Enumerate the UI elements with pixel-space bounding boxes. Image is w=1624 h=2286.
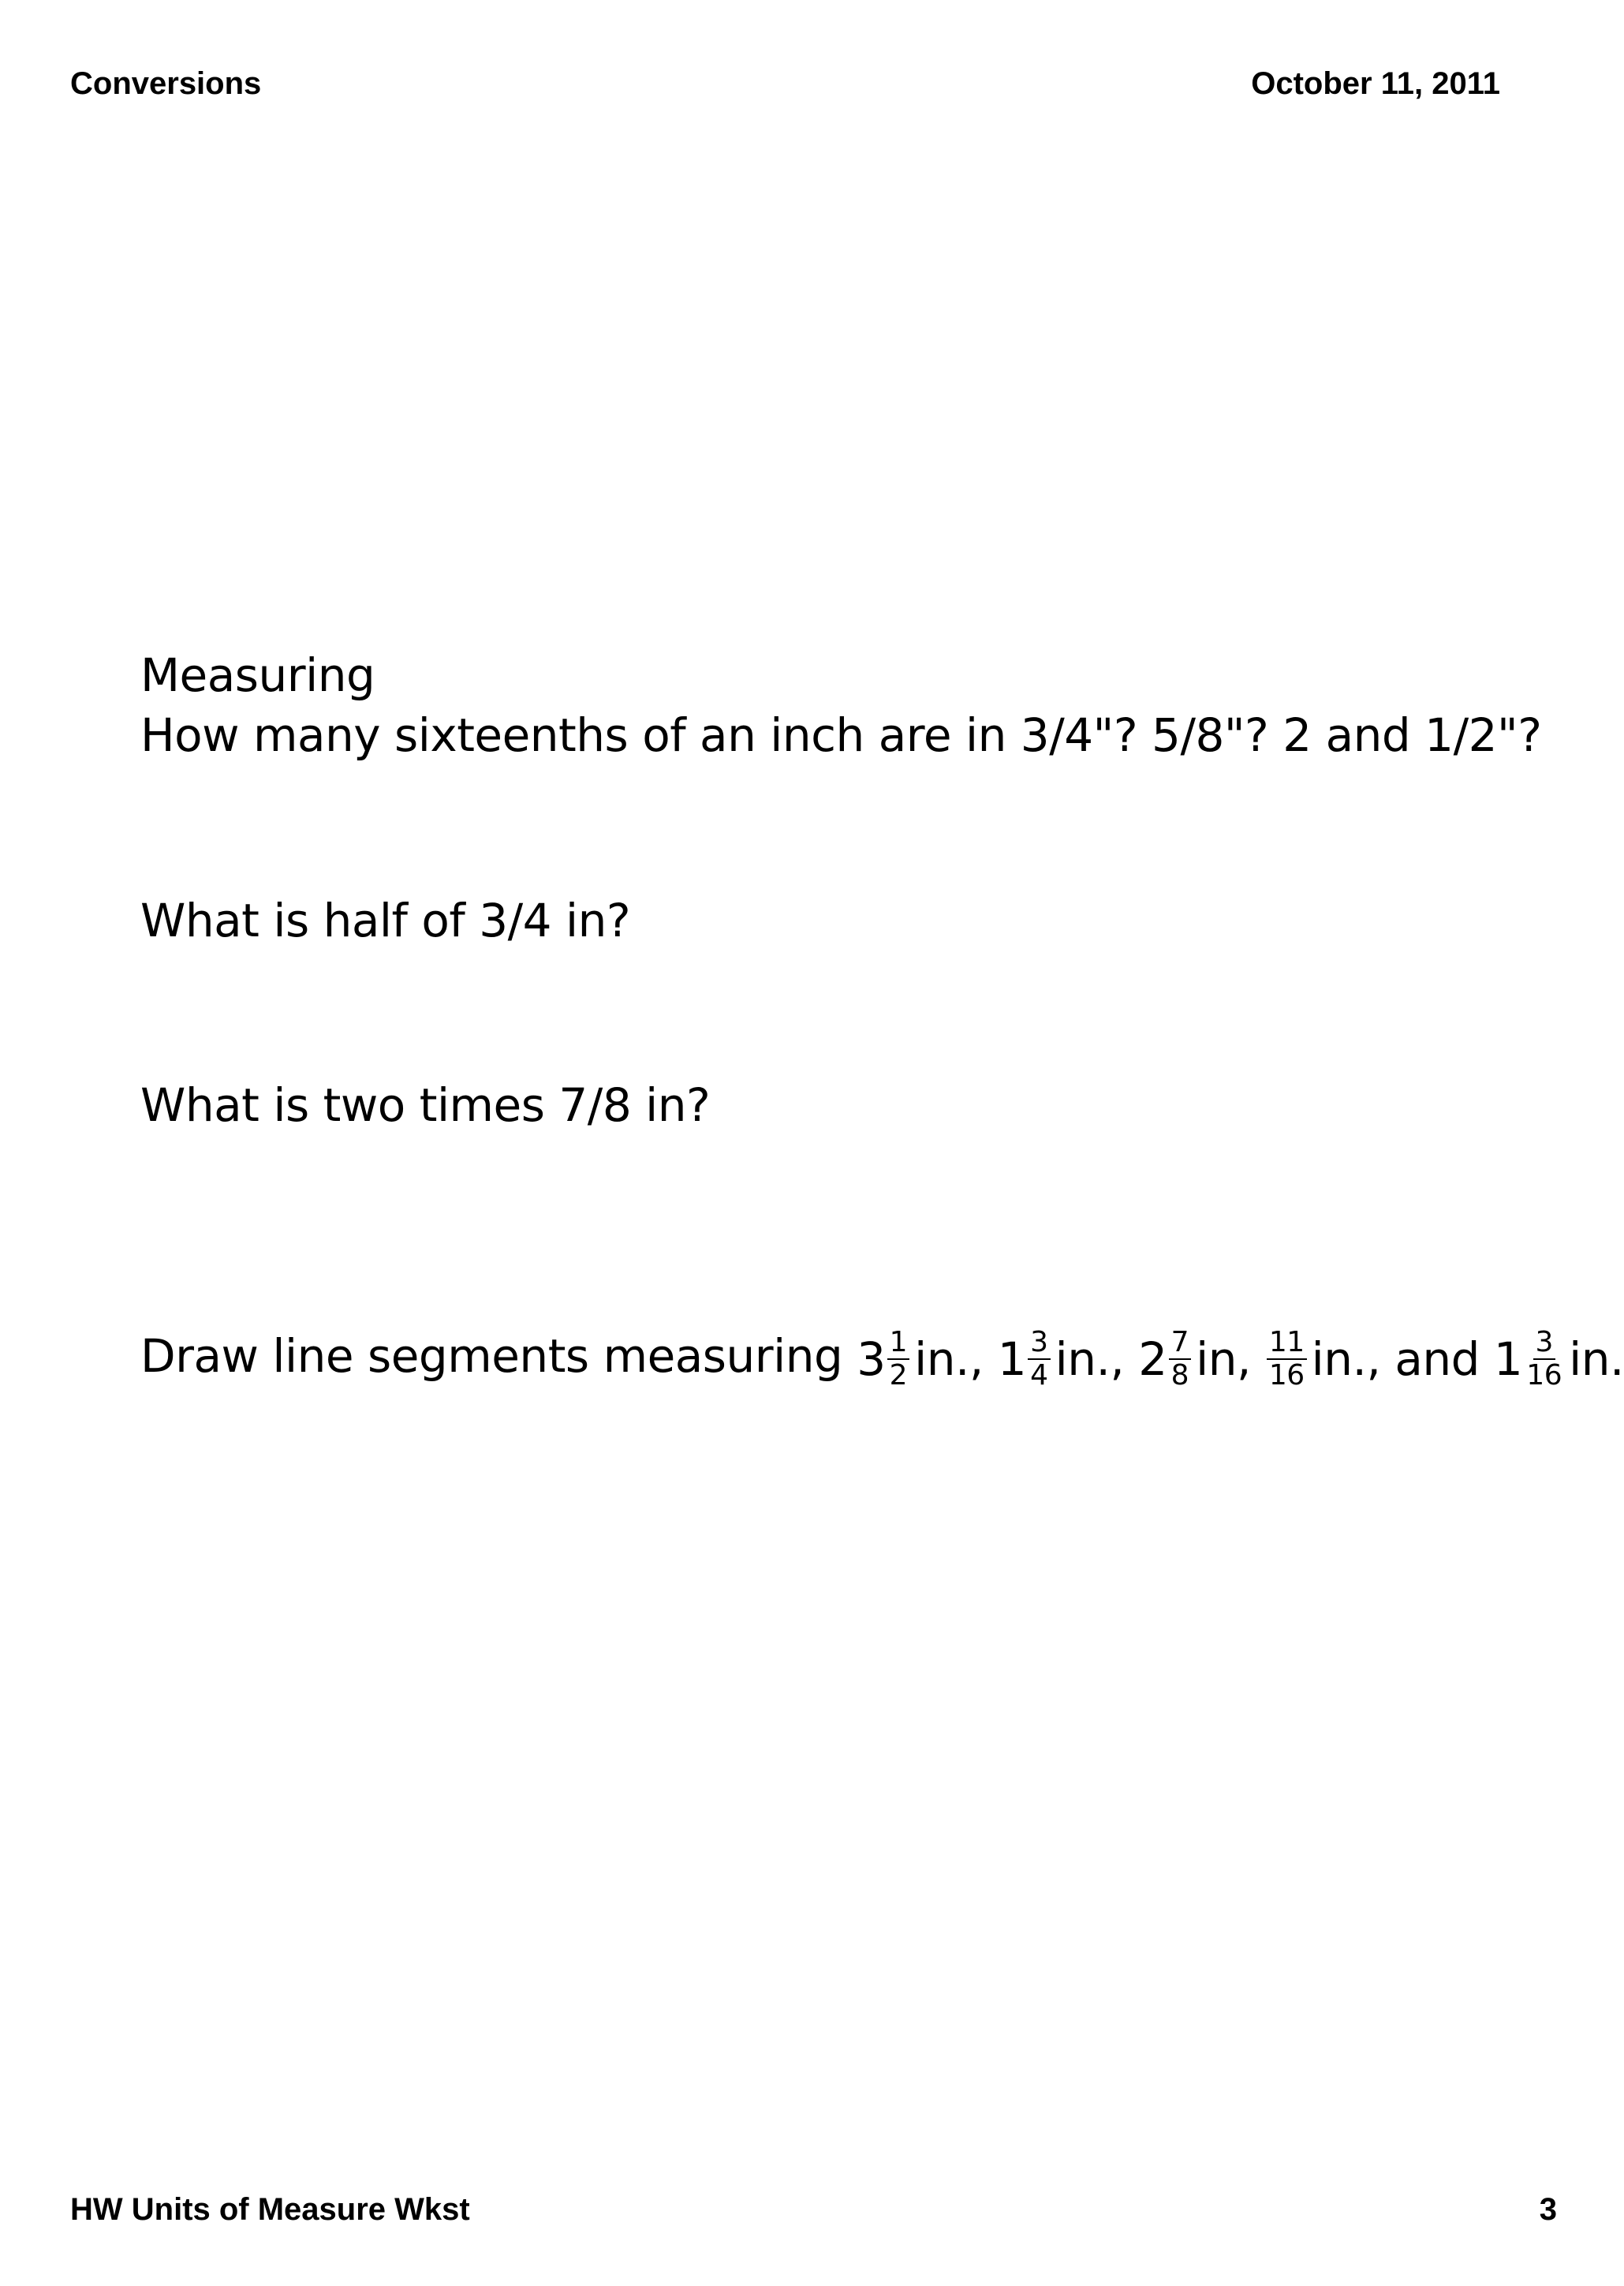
- numerator: 7: [1169, 1328, 1191, 1360]
- question-draw-segments: [140, 1328, 1624, 1391]
- unit-suffix: in,: [1196, 1332, 1251, 1386]
- question-two-times: What is two times 7/8 in?: [140, 1078, 711, 1132]
- page-header-date: October 11, 2011: [1251, 66, 1500, 101]
- denominator: 8: [1170, 1358, 1189, 1391]
- fraction: [1028, 1328, 1050, 1391]
- denominator: 2: [889, 1358, 908, 1391]
- page-number: 3: [1539, 2192, 1557, 2227]
- unit-suffix: in.,: [914, 1332, 984, 1386]
- page-footer-title: HW Units of Measure Wkst: [70, 2192, 470, 2227]
- whole-part: 1: [1493, 1332, 1523, 1386]
- numerator: 1: [887, 1328, 909, 1360]
- numerator: 3: [1533, 1328, 1555, 1360]
- numerator: 11: [1267, 1328, 1307, 1360]
- denominator: 4: [1030, 1358, 1048, 1391]
- numerator: 3: [1028, 1328, 1050, 1360]
- mixed-number-2: [998, 1328, 1125, 1391]
- whole-part: 2: [1138, 1332, 1167, 1386]
- unit-suffix: in.: [1569, 1332, 1624, 1386]
- page-header-title: Conversions: [70, 66, 262, 101]
- unit-suffix: in., and: [1311, 1332, 1480, 1386]
- denominator: 16: [1268, 1358, 1305, 1391]
- fraction: [887, 1328, 909, 1391]
- mixed-number-3: [1138, 1328, 1251, 1391]
- question-half: What is half of 3/4 in?: [140, 894, 631, 947]
- fraction-4: [1265, 1328, 1480, 1391]
- question-sixteenths: How many sixteenths of an inch are in 3/4"? 5/8"? 2 and 1/2"?: [140, 708, 1542, 762]
- question-draw-intro: Draw line segments measuring: [140, 1328, 843, 1383]
- denominator: 16: [1526, 1358, 1562, 1391]
- fraction: [1267, 1328, 1307, 1391]
- mixed-number-1: [857, 1328, 984, 1391]
- fraction: [1524, 1328, 1564, 1391]
- fraction: [1169, 1328, 1191, 1391]
- whole-part: 1: [997, 1332, 1027, 1386]
- mixed-number-5: [1494, 1328, 1624, 1391]
- unit-suffix: in.,: [1055, 1332, 1125, 1386]
- whole-part: 3: [857, 1332, 886, 1386]
- section-heading: Measuring: [140, 648, 375, 702]
